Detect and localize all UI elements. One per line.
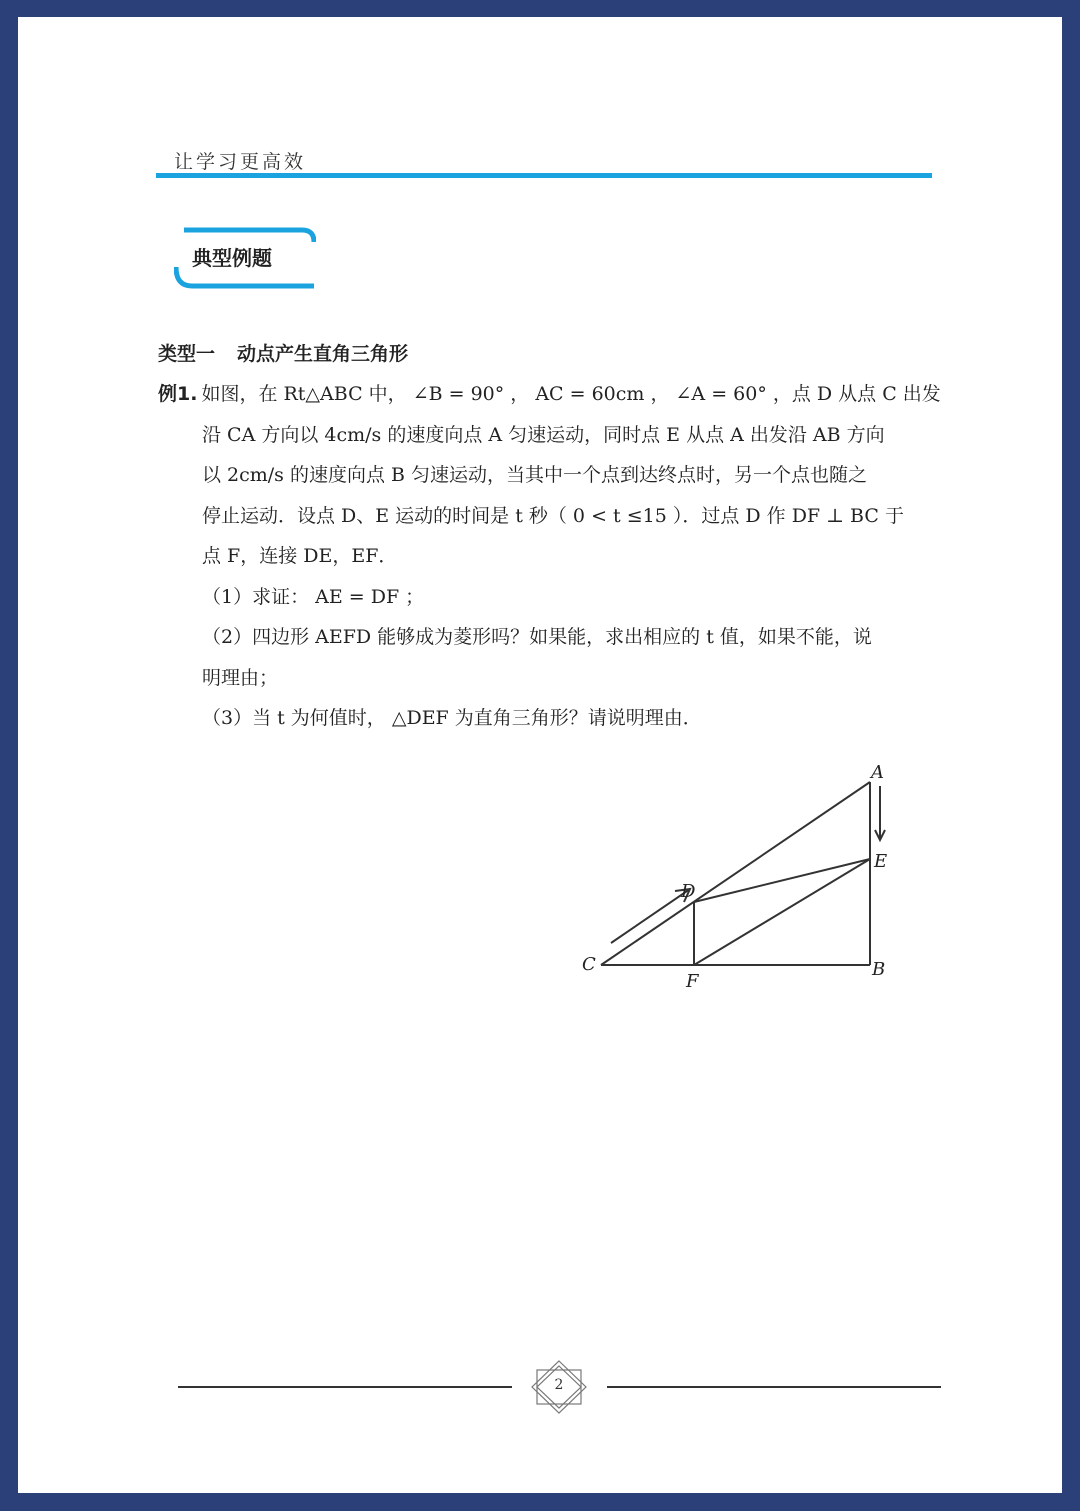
label-b: B	[872, 959, 886, 980]
page-number: 2	[554, 1377, 564, 1393]
problem-text	[158, 374, 941, 739]
question-line: 明理由；	[202, 666, 279, 689]
section-title-text: 动点产生直角三角形	[237, 343, 409, 365]
example-label: 例1.	[158, 383, 198, 405]
footer-rule-left	[178, 1386, 512, 1388]
page-footer	[18, 1357, 1062, 1427]
motion-arrow-d	[611, 889, 690, 943]
segment-fe	[694, 859, 870, 965]
geometry-figure	[578, 762, 918, 1012]
page	[18, 17, 1062, 1493]
question-line: （3）当 t 为何值时， △DEF 为直角三角形？请说明理由．	[202, 707, 702, 729]
problem-line	[158, 374, 941, 415]
problem-statement-line: 如图，在 Rt△ABC 中， ∠B = 90° ， AC = 60cm ， ∠A = 60° ，点 D 从点 C 出发	[201, 383, 941, 405]
problem-statement-line: 点 F，连接 DE，EF．	[202, 545, 398, 567]
header-slogan: 让学习更高效	[174, 151, 307, 173]
section-type: 类型一	[158, 343, 216, 365]
problem-statement-line: 沿 CA 方向以 4cm/s 的速度向点 A 匀速运动，同时点 E 从点 A 出发沿 AB 方向	[202, 423, 885, 446]
label-a: A	[871, 762, 884, 783]
label-d: D	[681, 881, 696, 902]
badge-label: 典型例题	[192, 246, 272, 270]
section-badge	[174, 227, 316, 289]
segment-ca	[601, 782, 870, 965]
problem-statement-line: 以 2cm/s 的速度向点 B 匀速运动，当其中一个点到达终点时，另一个点也随之	[202, 464, 868, 486]
question-line: （1）求证： AE = DF ；	[202, 585, 425, 608]
label-f: F	[686, 971, 699, 992]
header-rule	[156, 173, 932, 178]
label-e: E	[874, 851, 888, 872]
question-line: （2）四边形 AEFD 能够成为菱形吗？如果能，求出相应的 t 值，如果不能，说	[202, 626, 872, 648]
footer-rule-right	[607, 1386, 941, 1388]
segment-de	[694, 859, 870, 902]
label-c: C	[582, 954, 596, 975]
problem-statement-line: 停止运动．设点 D、E 运动的时间是 t 秒（ 0 < t ≤15 ）．过点 D 作 DF ⊥ BC 于	[202, 504, 904, 527]
section-title	[158, 339, 408, 366]
